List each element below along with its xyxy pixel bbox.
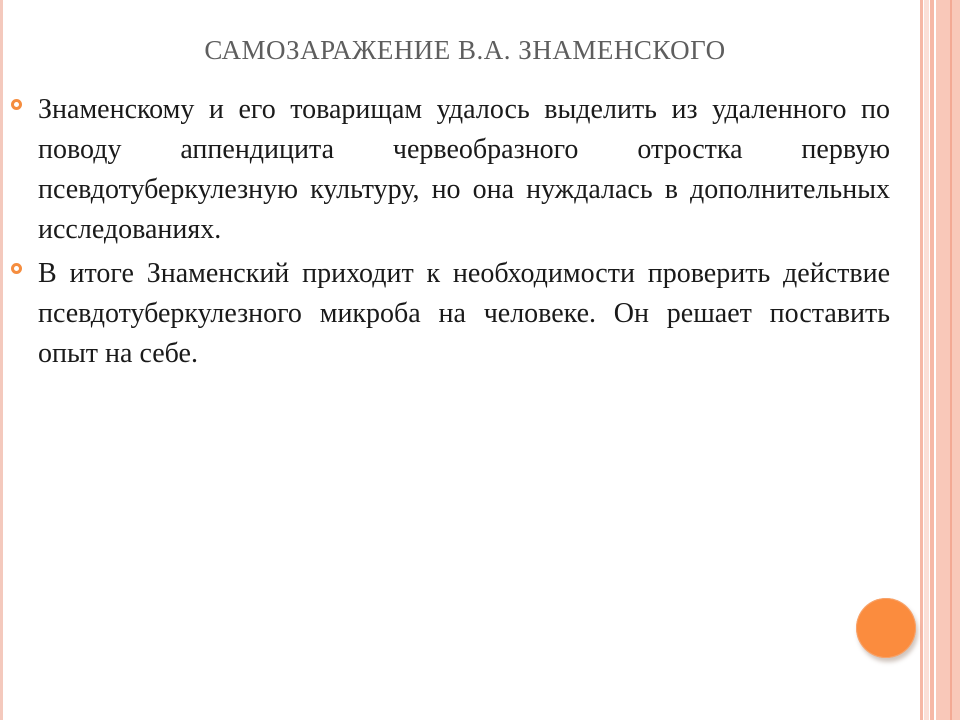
bullet-circle-icon bbox=[11, 99, 22, 110]
stripe bbox=[936, 0, 960, 720]
list-item bbox=[38, 90, 890, 250]
stripe bbox=[924, 0, 929, 720]
stripe bbox=[950, 0, 952, 720]
left-edge-line bbox=[0, 0, 3, 720]
bullet-text: В итоге Знаменский приходит к необходимости проверить действие псевдотуберкулезного микроба на человеке. Он решает поставить опыт на себе. bbox=[38, 258, 890, 369]
slide-title: САМОЗАРАЖЕНИЕ В.А. ЗНАМЕНСКОГО bbox=[204, 35, 726, 65]
orange-circle-icon bbox=[856, 598, 916, 658]
bullet-text: Знаменскому и его товарищам удалось выделить из удаленного по поводу аппендицита червеобразного отростка первую псевдотуберкулезную культуру, но она нуждалась в дополнительных исследованиях. bbox=[38, 94, 890, 245]
stripe bbox=[930, 0, 934, 720]
bullet-list bbox=[38, 90, 890, 378]
bullet-circle-icon bbox=[11, 263, 22, 274]
right-decorative-stripes bbox=[920, 0, 960, 720]
list-item bbox=[38, 254, 890, 374]
stripe bbox=[920, 0, 923, 720]
